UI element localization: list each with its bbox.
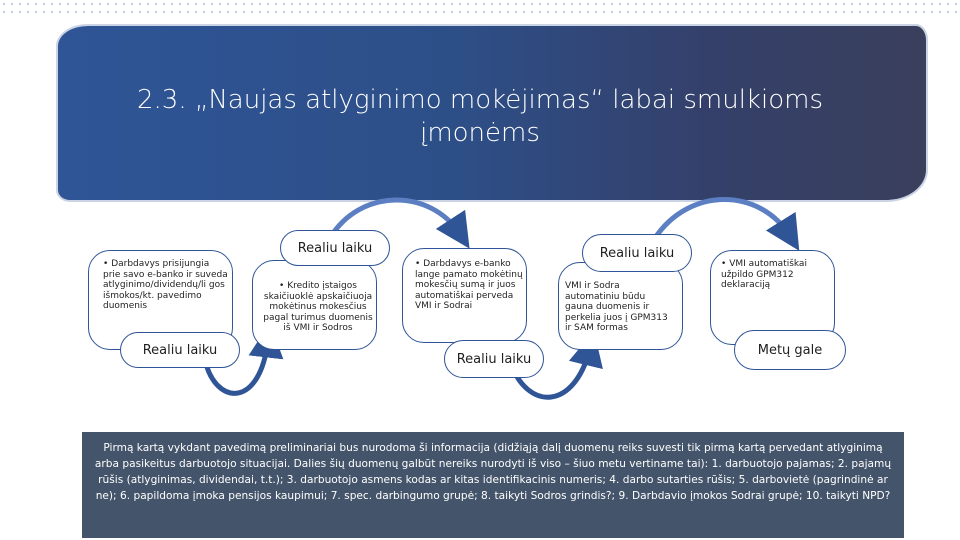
step-card-4 (558, 262, 683, 350)
step-bullet: • (415, 259, 421, 269)
step-text: Kredito įstaigos skaičiuoklė apskaičiuoja mokėtinus mokesčius pagal turimus duomenis iš VMI ir Sodros (263, 281, 373, 333)
step-timing-3 (444, 340, 544, 378)
step-text: VMI ir Sodra automatiniu būdu gauna duomenis ir perkelia juos į GPM313 ir SAM formas (565, 281, 668, 333)
slide-title: 2.3. „Naujas atlyginimo mokėjimas“ labai smulkioms įmonėms (136, 85, 823, 148)
step-timing-label: Realiu laiku (297, 240, 373, 256)
step-timing-label: Realiu laiku (142, 342, 218, 358)
step-timing-4 (582, 234, 692, 272)
step-timing-1 (120, 332, 240, 368)
step-card-2 (252, 260, 377, 350)
info-note-text: Pirmą kartą vykdant pavedimą preliminariai bus nurodoma ši informacija (didžiąją dalį duomenų reiks suvesti tik pirmą kartą pervedant atlyginimą arba pasikeitus darbuotojo situacijai. Dalies šių duomenų galbūt nereiks nurodyti iš viso – šiuo metu vertiname tai): 1. darbuotojo pajamas; 2. pajamų rūšis (atlyginimas, dividendai, t.t.); 3. darbuotojo asmens kodas ar kitas identifikacinis numeris; 4. darbo sutarties rūšis; 5. darbovietė (pagrindinė ar ne); 6. papildoma įmoka pensijos kaupimui; 7. spec. darbingumo grupė; 8. taikyti Sodros grindis?; 9. Darbdavio įmokos Sodrai grupė; 10. taikyti NPD? (94, 442, 892, 502)
step-timing-label: Metų gale (757, 342, 823, 358)
step-timing-label: Realiu laiku (456, 351, 532, 367)
step-bullet: • (721, 259, 727, 269)
step-text: Darbdavys e-banko lange pamato mokėtinų mokesčių sumą ir juos automatiškai perveda VMI ir Sodrai (415, 259, 523, 311)
dotted-top-border (0, 0, 960, 14)
step-card-3 (402, 248, 527, 343)
step-bullet: • (279, 281, 285, 291)
step-timing-5 (734, 330, 846, 370)
step-timing-2 (280, 230, 390, 266)
arrow-4-to-5 (655, 200, 790, 239)
info-note (82, 432, 904, 538)
step-text: Darbdavys prisijungia prie savo e-banko ir suveda atlyginimo/dividendų/li gos išmokos/kt. pavedimo duomenis (103, 259, 228, 311)
step-timing-label: Realiu laiku (599, 245, 675, 261)
step-text: VMI automatiškai užpildo GPM312 deklaraciją (721, 259, 807, 290)
step-bullet: • (103, 259, 109, 269)
